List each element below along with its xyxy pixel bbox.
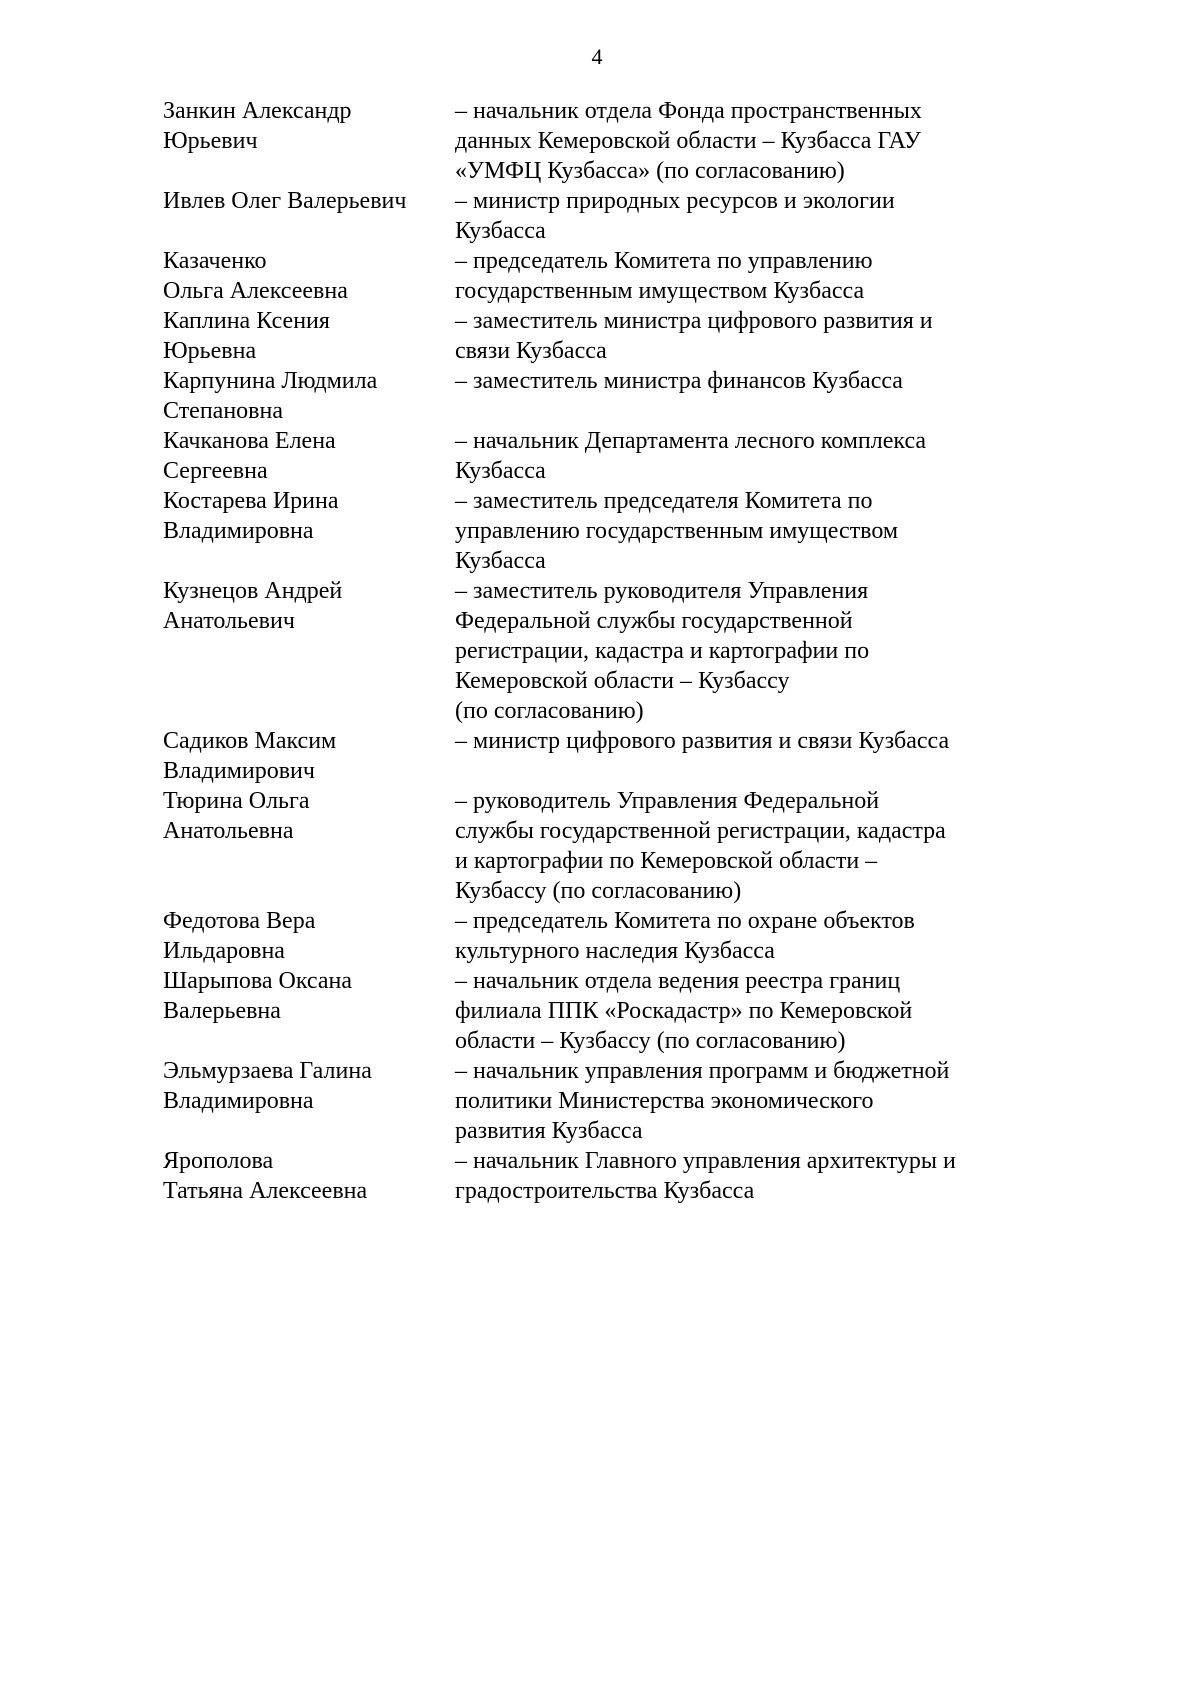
member-role-line: данных Кемеровской области – Кузбасса ГАУ bbox=[455, 128, 921, 154]
member-role-line: градостроительства Кузбасса bbox=[455, 1178, 755, 1204]
member-entry bbox=[163, 486, 1023, 576]
member-name-line: Анатольевна bbox=[163, 818, 294, 844]
member-name-line: Валерьевна bbox=[163, 998, 281, 1024]
member-role-line: – начальник управления программ и бюджетной bbox=[455, 1058, 950, 1084]
member-name-line: Владимировна bbox=[163, 518, 314, 544]
member-name bbox=[163, 906, 455, 966]
member-role-line: политики Министерства экономического bbox=[455, 1088, 874, 1114]
member-name-line: Занкин Александр bbox=[163, 98, 352, 124]
member-name-line: Садиков Максим bbox=[163, 728, 337, 754]
member-name-line: Эльмурзаева Галина bbox=[163, 1058, 372, 1084]
member-name-line: Ивлев Олег Валерьевич bbox=[163, 188, 407, 214]
member-role bbox=[455, 246, 1023, 306]
member-name bbox=[163, 246, 455, 306]
member-name-line: Анатольевич bbox=[163, 608, 295, 634]
member-role bbox=[455, 1146, 1023, 1206]
member-name bbox=[163, 96, 455, 156]
member-role bbox=[455, 906, 1023, 966]
member-role-line: Кузбасса bbox=[455, 458, 546, 484]
member-role bbox=[455, 366, 1023, 396]
member-entry bbox=[163, 246, 1023, 306]
member-entry bbox=[163, 966, 1023, 1056]
member-role-line: управлению государственным имуществом bbox=[455, 518, 899, 544]
member-name-line: Карпунина Людмила bbox=[163, 368, 378, 394]
member-name-line: Владимировна bbox=[163, 1088, 314, 1114]
member-name-line: Качканова Елена bbox=[163, 428, 336, 454]
member-role-line: Кузбасса bbox=[455, 548, 546, 574]
member-role bbox=[455, 486, 1023, 576]
member-name bbox=[163, 786, 455, 846]
member-role-line: области – Кузбассу (по согласованию) bbox=[455, 1028, 846, 1054]
member-name bbox=[163, 426, 455, 486]
member-role bbox=[455, 786, 1023, 906]
member-role-line: – заместитель министра финансов Кузбасса bbox=[455, 368, 903, 394]
member-role-line: Кузбассу (по согласованию) bbox=[455, 878, 742, 904]
member-name-line: Владимирович bbox=[163, 758, 315, 784]
member-role-line: – председатель Комитета по охране объектов bbox=[455, 908, 915, 934]
member-role-line: Кемеровской области – Кузбассу bbox=[455, 668, 790, 694]
member-entry bbox=[163, 576, 1023, 726]
member-role-line: – министр цифрового развития и связи Кузбасса bbox=[455, 728, 950, 754]
member-entry bbox=[163, 186, 1023, 246]
member-name-line: Ярополова bbox=[163, 1148, 274, 1174]
member-name-line: Каплина Ксения bbox=[163, 308, 330, 334]
member-name-line: Сергеевна bbox=[163, 458, 268, 484]
member-role-line: и картографии по Кемеровской области – bbox=[455, 848, 878, 874]
member-role-line: государственным имуществом Кузбасса bbox=[455, 278, 865, 304]
member-role-line: – начальник Департамента лесного комплекса bbox=[455, 428, 927, 454]
member-name-line: Ольга Алексеевна bbox=[163, 278, 348, 304]
member-role-line: – начальник Главного управления архитектуры и bbox=[455, 1148, 956, 1174]
member-role-line: – заместитель председателя Комитета по bbox=[455, 488, 873, 514]
member-role-line: связи Кузбасса bbox=[455, 338, 607, 364]
member-name-line: Федотова Вера bbox=[163, 908, 316, 934]
member-name bbox=[163, 366, 455, 426]
member-name-line: Тюрина Ольга bbox=[163, 788, 310, 814]
member-entry bbox=[163, 306, 1023, 366]
member-name-line: Казаченко bbox=[163, 248, 267, 274]
member-role-line: филиала ППК «Роскадастр» по Кемеровской bbox=[455, 998, 913, 1024]
member-name bbox=[163, 186, 455, 216]
member-entry bbox=[163, 366, 1023, 426]
member-name-line: Татьяна Алексеевна bbox=[163, 1178, 368, 1204]
member-role-line: Федеральной службы государственной bbox=[455, 608, 853, 634]
member-role-line: (по согласованию) bbox=[455, 698, 644, 724]
member-name-line: Юрьевич bbox=[163, 128, 258, 154]
member-role-line: Кузбасса bbox=[455, 218, 546, 244]
member-role-line: – начальник отдела Фонда пространственных bbox=[455, 98, 922, 124]
member-role-line: – руководитель Управления Федеральной bbox=[455, 788, 880, 814]
member-name bbox=[163, 726, 455, 786]
member-entry bbox=[163, 786, 1023, 906]
member-role-line: регистрации, кадастра и картографии по bbox=[455, 638, 870, 664]
member-role-line: – председатель Комитета по управлению bbox=[455, 248, 873, 274]
member-name bbox=[163, 486, 455, 546]
member-role-line: службы государственной регистрации, кадастра bbox=[455, 818, 946, 844]
member-name bbox=[163, 966, 455, 1026]
member-name-line: Шарыпова Оксана bbox=[163, 968, 352, 994]
member-name-line: Ильдаровна bbox=[163, 938, 285, 964]
member-name bbox=[163, 1056, 455, 1116]
member-role bbox=[455, 966, 1023, 1056]
member-name bbox=[163, 1146, 455, 1206]
member-entry bbox=[163, 726, 1023, 786]
member-role-line: – заместитель руководителя Управления bbox=[455, 578, 869, 604]
member-role-line: – начальник отдела ведения реестра границ bbox=[455, 968, 901, 994]
member-name bbox=[163, 576, 455, 636]
member-role bbox=[455, 186, 1023, 246]
member-role-line: – министр природных ресурсов и экологии bbox=[455, 188, 895, 214]
member-entry bbox=[163, 96, 1023, 186]
member-role-line: – заместитель министра цифрового развития и bbox=[455, 308, 933, 334]
member-name bbox=[163, 306, 455, 366]
member-name-line: Юрьевна bbox=[163, 338, 257, 364]
member-role bbox=[455, 576, 1023, 726]
member-role-line: развития Кузбасса bbox=[455, 1118, 643, 1144]
member-name-line: Кузнецов Андрей bbox=[163, 578, 343, 604]
member-entry bbox=[163, 1056, 1023, 1146]
member-role bbox=[455, 96, 1023, 186]
page-number: 4 bbox=[591, 44, 603, 69]
member-name-line: Степановна bbox=[163, 398, 283, 424]
member-role bbox=[455, 1056, 1023, 1146]
member-name-line: Костарева Ирина bbox=[163, 488, 339, 514]
member-entry bbox=[163, 426, 1023, 486]
member-role bbox=[455, 306, 1023, 366]
member-list bbox=[163, 96, 1023, 1206]
member-role bbox=[455, 426, 1023, 486]
member-role-line: «УМФЦ Кузбасса» (по согласованию) bbox=[455, 158, 845, 184]
member-entry bbox=[163, 1146, 1023, 1206]
member-entry bbox=[163, 906, 1023, 966]
member-role-line: культурного наследия Кузбасса bbox=[455, 938, 775, 964]
member-role bbox=[455, 726, 1023, 756]
